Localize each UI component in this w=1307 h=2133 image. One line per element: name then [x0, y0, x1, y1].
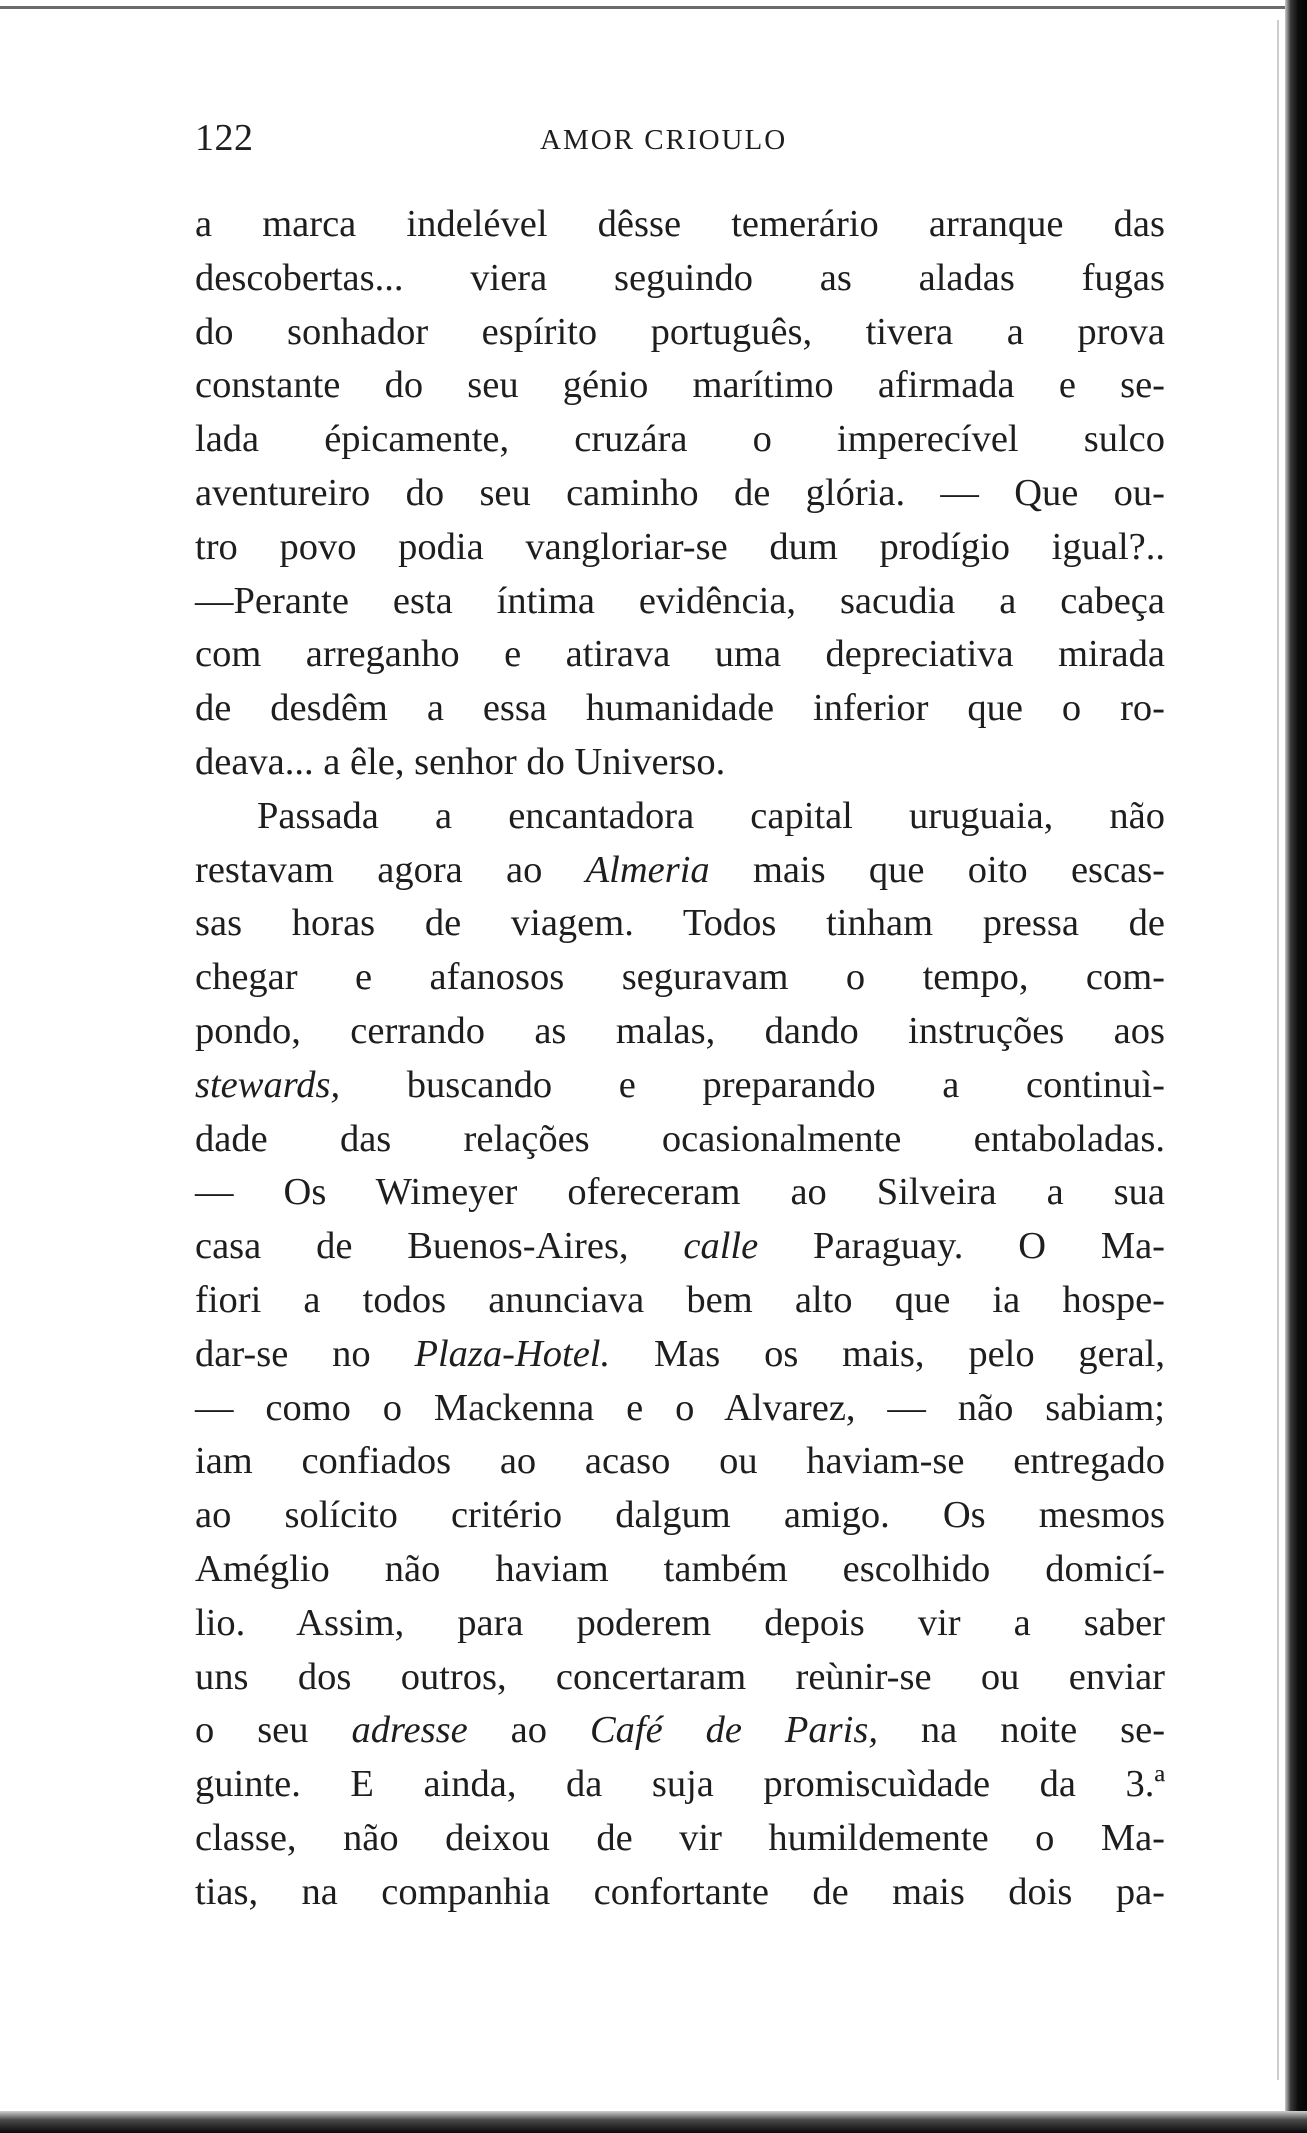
- text-segment: do sonhador espírito português, tivera a prova: [195, 310, 1165, 353]
- text-line: [195, 1005, 1165, 1059]
- text-segment: restavam agora ao: [195, 848, 586, 891]
- text-segment: guinte. E ainda, da suja promiscuìdade da 3.ª: [195, 1763, 1165, 1806]
- text-line: [195, 1651, 1165, 1705]
- text-line: [195, 1113, 1165, 1167]
- text-segment: tro povo podia vangloriar-se dum prodígio igual?..: [195, 525, 1165, 568]
- text-segment: o seu: [195, 1709, 352, 1752]
- text-segment: constante do seu génio marítimo afirmada e se-: [195, 364, 1165, 407]
- text-segment: classe, não deixou de vir humildemente o Ma-: [195, 1816, 1165, 1859]
- text-line: [195, 1328, 1165, 1382]
- text-line: [195, 1166, 1165, 1220]
- text-segment: casa de Buenos-Aires,: [195, 1225, 684, 1268]
- italic-term: Café de Paris,: [589, 1709, 878, 1752]
- running-title: AMOR CRIOULO: [540, 124, 788, 156]
- italic-term: adresse: [351, 1709, 468, 1752]
- text-segment: com arreganho e atirava uma depreciativa mirada: [195, 633, 1165, 676]
- text-line: [195, 1543, 1165, 1597]
- text-segment: lio. Assim, para poderem depois vir a saber: [195, 1601, 1165, 1644]
- text-line: [195, 628, 1165, 682]
- text-line: [195, 252, 1165, 306]
- text-line: [195, 1274, 1165, 1328]
- text-segment: de desdêm a essa humanidade inferior que o ro-: [195, 687, 1165, 730]
- text-line: [195, 1382, 1165, 1436]
- page-number: 122: [195, 117, 254, 159]
- text-segment: Améglio não haviam também escolhido domicí-: [195, 1547, 1165, 1590]
- text-line: [195, 1220, 1165, 1274]
- running-head: [195, 118, 1165, 158]
- text-segment: Passada a encantadora capital uruguaia, não: [257, 794, 1165, 837]
- text-segment: chegar e afanosos seguravam o tempo, com-: [195, 956, 1165, 999]
- text-segment: deava... a êle, senhor do Universo.: [195, 740, 726, 783]
- text-line: [195, 1758, 1165, 1812]
- text-segment: dar-se no: [195, 1332, 415, 1375]
- italic-term: Plaza-Hotel.: [414, 1332, 611, 1375]
- italic-term: Almeria: [585, 848, 710, 891]
- text-segment: fiori a todos anunciava bem alto que ia hospe-: [195, 1278, 1165, 1321]
- text-segment: ao: [467, 1709, 590, 1752]
- text-line: [195, 359, 1165, 413]
- page-gutter-line: [1277, 20, 1279, 2080]
- text-line: [195, 413, 1165, 467]
- text-line: [195, 575, 1165, 629]
- italic-term: stewards,: [195, 1063, 341, 1106]
- text-line: [195, 790, 1165, 844]
- text-segment: aventureiro do seu caminho de glória. — Que ou-: [195, 471, 1165, 514]
- text-line: [195, 521, 1165, 575]
- text-line: [195, 736, 1165, 790]
- text-segment: pondo, cerrando as malas, dando instruções aos: [195, 1009, 1165, 1052]
- text-segment: tias, na companhia confortante de mais dois pa-: [195, 1870, 1165, 1913]
- text-line: [195, 897, 1165, 951]
- text-segment: — Os Wimeyer ofereceram ao Silveira a sua: [195, 1171, 1165, 1214]
- text-line: [195, 198, 1165, 252]
- text-line: [195, 1866, 1165, 1920]
- text-line: [195, 1435, 1165, 1489]
- text-segment: uns dos outros, concertaram reùnir-se ou enviar: [195, 1655, 1165, 1698]
- text-segment: na noite se-: [877, 1709, 1166, 1752]
- text-line: [195, 1059, 1165, 1113]
- body-text: [195, 198, 1165, 1920]
- text-line: [195, 682, 1165, 736]
- italic-term: calle: [683, 1225, 759, 1268]
- text-segment: lada épicamente, cruzára o imperecível sulco: [195, 418, 1165, 461]
- text-segment: buscando e preparando a continuì-: [340, 1063, 1165, 1106]
- page-right-edge-shadow: [1285, 0, 1307, 2133]
- bottom-edge-shadow: [0, 2111, 1307, 2133]
- text-line: [195, 1812, 1165, 1866]
- text-line: [195, 844, 1165, 898]
- text-line: [195, 1597, 1165, 1651]
- text-segment: Mas os mais, pelo geral,: [610, 1332, 1165, 1375]
- text-segment: iam confiados ao acaso ou haviam-se entregado: [195, 1440, 1165, 1483]
- text-segment: a marca indelével dêsse temerário arranque das: [195, 203, 1165, 245]
- text-segment: — como o Mackenna e o Alvarez, — não sabiam;: [195, 1386, 1165, 1429]
- text-segment: sas horas de viagem. Todos tinham pressa de: [195, 902, 1165, 945]
- top-edge-rule: [0, 6, 1290, 9]
- text-line: [195, 306, 1165, 360]
- text-segment: Paraguay. O Ma-: [758, 1225, 1165, 1268]
- text-segment: mais que oito escas-: [709, 848, 1166, 891]
- text-segment: descobertas... viera seguindo as aladas fugas: [195, 256, 1165, 299]
- text-segment: ao solícito critério dalgum amigo. Os mesmos: [195, 1494, 1165, 1537]
- text-line: [195, 1704, 1165, 1758]
- text-line: [195, 467, 1165, 521]
- text-line: [195, 951, 1165, 1005]
- text-segment: —Perante esta íntima evidência, sacudia a cabeça: [195, 579, 1165, 622]
- text-line: [195, 1489, 1165, 1543]
- text-segment: dade das relações ocasionalmente entaboladas.: [195, 1117, 1165, 1160]
